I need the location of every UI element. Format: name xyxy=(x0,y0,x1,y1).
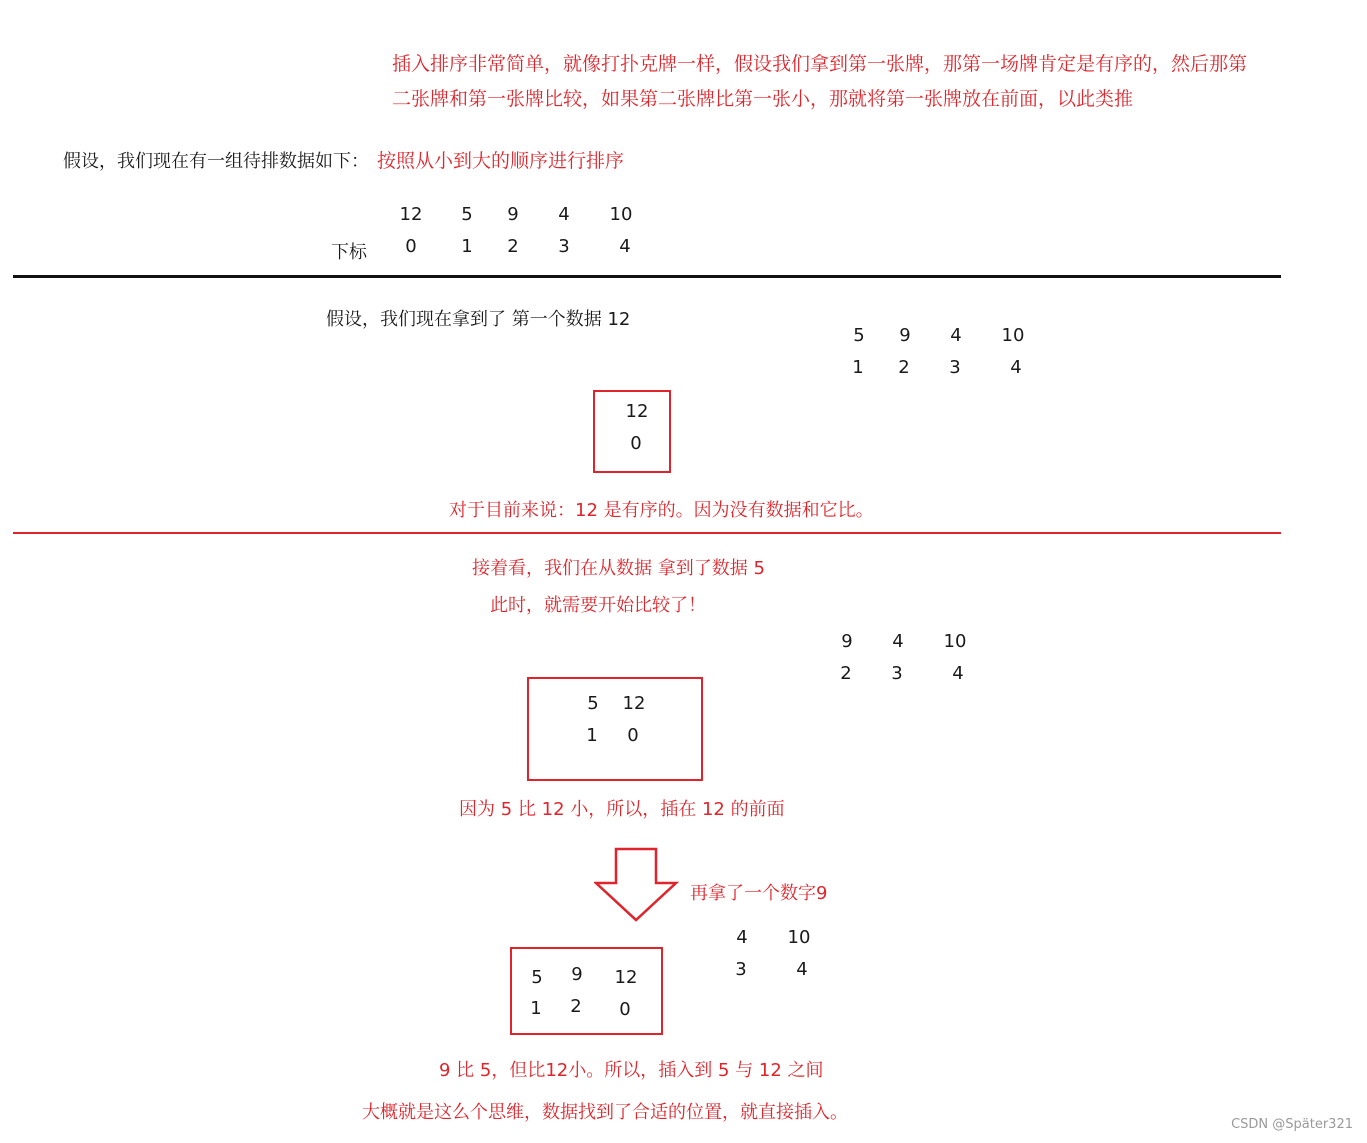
intro-line-2: 二张牌和第一张牌比较，如果第二张牌比第一张小，那就将第一张牌放在前面，以此类推 xyxy=(392,88,1134,110)
remaining-value: 4 xyxy=(892,631,904,652)
remaining-index: 1 xyxy=(852,357,864,378)
remaining-value: 10 xyxy=(787,927,811,948)
box-index: 1 xyxy=(530,998,542,1019)
step1-note: 对于目前来说：12 是有序的。因为没有数据和它比。 xyxy=(449,500,874,521)
box-index: 2 xyxy=(570,996,582,1017)
box-value: 9 xyxy=(571,964,583,985)
remaining-value: 9 xyxy=(899,325,911,346)
initial-index: 3 xyxy=(558,236,570,257)
down-arrow-icon xyxy=(594,847,680,923)
initial-index: 4 xyxy=(619,236,631,257)
remaining-index: 4 xyxy=(952,663,964,684)
box-value: 12 xyxy=(622,693,646,714)
box-value: 12 xyxy=(625,401,649,422)
box-index: 1 xyxy=(586,725,598,746)
initial-value: 12 xyxy=(399,204,423,225)
initial-value: 4 xyxy=(558,204,570,225)
box-index: 0 xyxy=(627,725,639,746)
step2-caption-1: 接着看，我们在从数据 拿到了数据 5 xyxy=(472,558,765,579)
box-index: 0 xyxy=(619,999,631,1020)
remaining-value: 10 xyxy=(1001,325,1025,346)
step1-caption: 假设，我们现在拿到了 第一个数据 12 xyxy=(326,309,631,330)
divider-black xyxy=(13,275,1281,278)
initial-index: 0 xyxy=(405,236,417,257)
step2-caption-2: 此时，就需要开始比较了！ xyxy=(490,595,706,616)
initial-value: 5 xyxy=(461,204,473,225)
index-label: 下标 xyxy=(331,242,367,263)
remaining-value: 10 xyxy=(943,631,967,652)
box-index: 0 xyxy=(630,433,642,454)
watermark: CSDN @Später321 xyxy=(1231,1117,1353,1132)
remaining-index: 4 xyxy=(796,959,808,980)
remaining-index: 2 xyxy=(840,663,852,684)
remaining-value: 4 xyxy=(736,927,748,948)
intro-line-1: 插入排序非常简单，就像打扑克牌一样，假设我们拿到第一张牌，那第一场牌肯定是有序的，然后那第 xyxy=(392,53,1248,75)
remaining-index: 4 xyxy=(1010,357,1022,378)
initial-value: 9 xyxy=(507,204,519,225)
remaining-index: 3 xyxy=(891,663,903,684)
intro-paragraph xyxy=(392,47,1247,117)
step3-sorted-box xyxy=(510,947,663,1035)
remaining-value: 9 xyxy=(841,631,853,652)
step2-note: 因为 5 比 12 小，所以，插在 12 的前面 xyxy=(459,799,785,820)
summary-text: 大概就是这么个思维，数据找到了合适的位置，就直接插入。 xyxy=(362,1102,848,1123)
remaining-index: 2 xyxy=(898,357,910,378)
box-value: 5 xyxy=(531,967,543,988)
initial-index: 1 xyxy=(461,236,473,257)
order-note: 按照从小到大的顺序进行排序 xyxy=(377,150,625,172)
remaining-value: 4 xyxy=(950,325,962,346)
box-value: 5 xyxy=(587,693,599,714)
remaining-value: 5 xyxy=(853,325,865,346)
assume-label: 假设，我们现在有一组待排数据如下： xyxy=(63,151,369,172)
divider-red xyxy=(13,532,1281,534)
step3-arrow-label: 再拿了一个数字9 xyxy=(690,883,828,904)
initial-index: 2 xyxy=(507,236,519,257)
remaining-index: 3 xyxy=(949,357,961,378)
remaining-index: 3 xyxy=(735,959,747,980)
box-value: 12 xyxy=(614,967,638,988)
initial-value: 10 xyxy=(609,204,633,225)
step3-note: 9 比 5，但比12小。所以，插入到 5 与 12 之间 xyxy=(439,1060,824,1081)
